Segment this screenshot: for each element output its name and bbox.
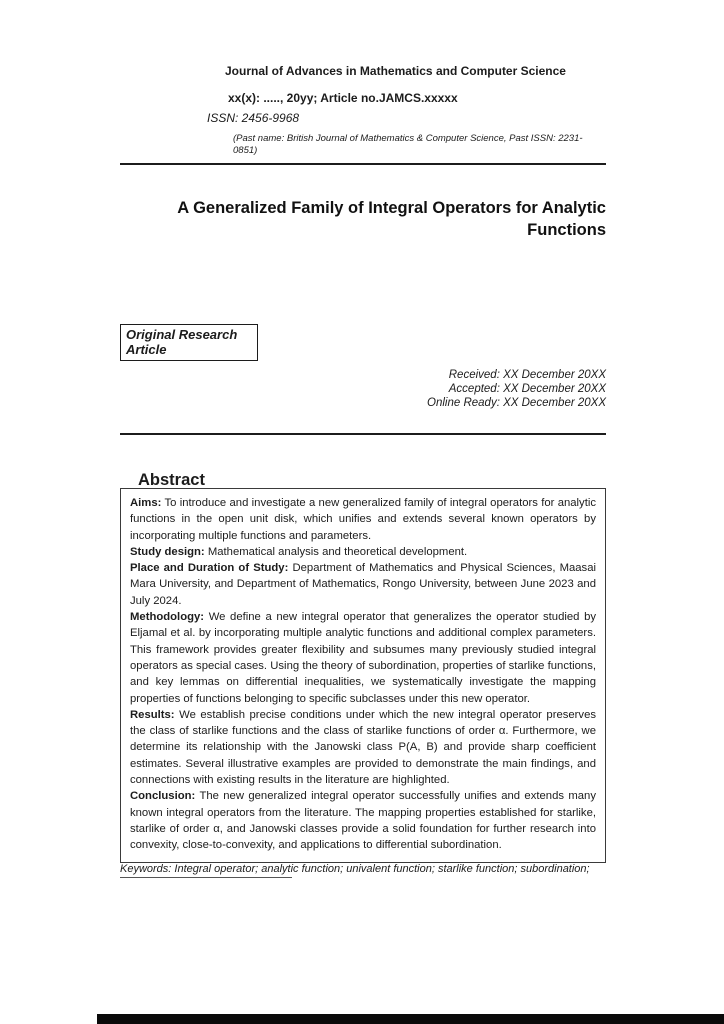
article-title: [120, 197, 606, 241]
abstract-section-methodology-label: Methodology:: [130, 611, 205, 624]
abstract-section-aims-text: To introduce and investigate a new generalized family of integral operators for analytic functions in the open unit disk, which unifies and extends several known operators by incorporating multiple functions and parameters.: [130, 497, 597, 542]
article-type-label: Original Research Article: [126, 327, 238, 357]
keywords-line: Keywords: Integral operator; analytic function; univalent function; starlike function; subordination;: [120, 863, 590, 875]
abstract-box: [120, 488, 606, 863]
article-type-box: [120, 324, 258, 361]
abstract-section-methodology: [130, 609, 596, 707]
abstract-section-conclusion: [130, 788, 596, 853]
abstract-section-study-design-text: Mathematical analysis and theoretical development.: [207, 545, 468, 558]
abstract-section-conclusion-label: Conclusion:: [130, 790, 196, 803]
abstract-section-aims: [130, 495, 596, 544]
article-title-line2: Functions: [527, 221, 606, 240]
date-accepted: Accepted: XX December 20XX: [448, 383, 606, 395]
abstract-section-results-text: We establish precise conditions under which the new integral operator preserves the class of starlike functions and the class of starlike functions of order α. Furthermore, we determine its relationship with the Janowski class P(A, B) and provide sharp coefficient estimates. Several illustrative examples are provided to demonstrate the main findings, and connections with existing results in the literature are highlighted.: [130, 708, 597, 787]
abstract-section-place-duration: [130, 560, 596, 609]
bottom-bar: [97, 1014, 724, 1024]
header-rule: [120, 163, 606, 165]
abstract-heading: Abstract: [138, 470, 205, 489]
journal-past-name: (Past name: British Journal of Mathematics & Computer Science, Past ISSN: 2231-0851): [233, 133, 583, 156]
journal-issn: ISSN: 2456-9968: [207, 111, 300, 125]
date-received: Received: XX December 20XX: [448, 369, 606, 381]
abstract-section-study-design-label: Study design:: [130, 545, 205, 558]
abstract-section-aims-label: Aims:: [130, 497, 162, 509]
abstract-section-place-duration-label: Place and Duration of Study:: [130, 562, 289, 575]
abstract-section-study-design: [130, 544, 596, 560]
journal-name: Journal of Advances in Mathematics and Computer Science: [225, 64, 566, 78]
article-dates: [120, 368, 606, 410]
date-online-ready: Online Ready: XX December 20XX: [427, 397, 606, 409]
abstract-section-place-duration-text: Department of Mathematics and Physical Sciences, Maasai Mara University, and Department of Mathematics, Rongo University, between June 2023 and July 2024.: [130, 562, 596, 607]
journal-issue-info: xx(x): ....., 20yy; Article no.JAMCS.xxxxx: [228, 91, 458, 105]
footnote-rule: [120, 877, 292, 878]
section-rule: [120, 433, 606, 435]
abstract-section-results-label: Results:: [130, 708, 175, 721]
abstract-section-results: [130, 707, 596, 788]
abstract-section-conclusion-text: The new generalized integral operator successfully unifies and extends many known integral operators from the literature. The mapping properties established for starlike, starlike of order α, and Janowski classes provide a solid foundation for further research into convexity, close-to-convexity, and applications to differential subordination.: [130, 790, 596, 852]
journal-header: [120, 64, 606, 157]
article-title-line1: A Generalized Family of Integral Operators for Analytic: [177, 199, 606, 218]
abstract-section-methodology-text: We define a new integral operator that generalizes the operator studied by Eljamal et al. by incorporating multiple analytic functions and additional complex parameters. This framework provides greater flexibility and subsumes many previously studied integral operators as special cases. Using the theory of subordination, properties of starlike functions, and key lemmas on differential inequalities, we systematically investigate the mapping properties of functions belonging to specific subclasses under this new operator.: [130, 611, 596, 705]
